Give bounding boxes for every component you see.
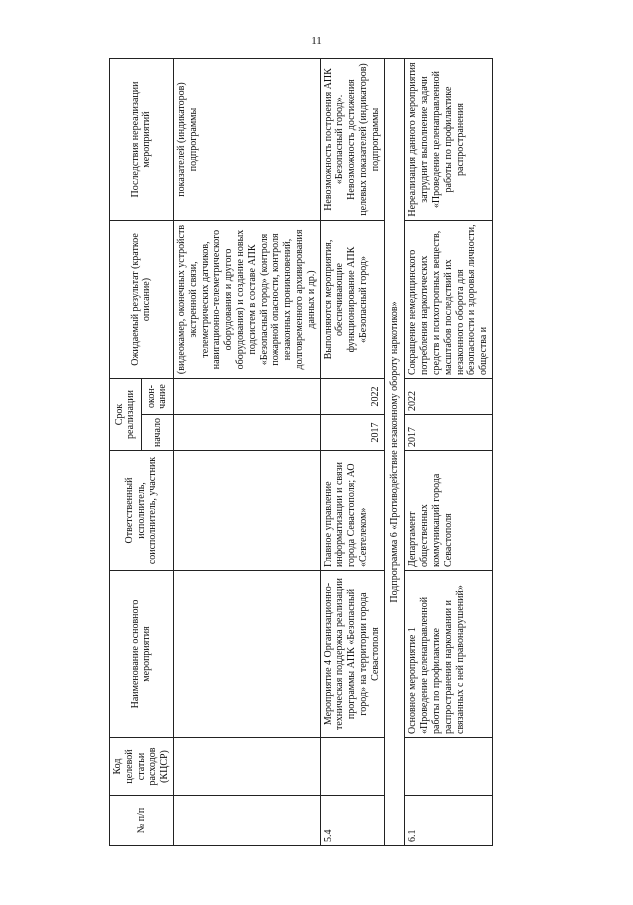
table-row <box>173 59 320 846</box>
header-code: Код целевой статьи расходов (КЦСР) <box>110 738 174 796</box>
header-row <box>110 59 142 846</box>
header-responsible: Ответственный исполнитель, соисполнитель, участник <box>110 451 174 571</box>
rotated-table-wrapper <box>109 59 561 846</box>
header-result: Ожидаемый результат (краткое описание) <box>110 221 174 379</box>
cell-start <box>173 415 320 451</box>
cell-num <box>173 796 320 846</box>
cell-code <box>173 738 320 796</box>
section-row <box>384 59 405 846</box>
header-start: начало <box>141 415 173 451</box>
cell-responsible <box>173 451 320 571</box>
cell-start: 2017 <box>320 415 384 451</box>
section-title: Подпрограмма 6 «Противодействие незаконному обороту наркотиков» <box>384 59 405 846</box>
cell-end: 2022 <box>405 379 493 415</box>
cell-code <box>405 738 493 796</box>
cell-start: 2017 <box>405 415 493 451</box>
cell-consequences: Невозможность построения АПК «Безопасный город». Невозможность достижения целевых показателей (индикаторов) подпрограммы <box>320 59 384 221</box>
table-row <box>320 59 384 846</box>
cell-code <box>320 738 384 796</box>
cell-result: Сокращение немедицинского потребления наркотических средств и психотропных веществ, масштабов последствий их незаконного оборота для безопасности и здоровья личности, общества и <box>405 221 493 379</box>
cell-num: 6.1 <box>405 796 493 846</box>
cell-result: (видеокамер, оконечных устройств экстренной связи, телеметрических датчиков, навигационно-телеметрического оборудования и другого оборудования) и создание новых подсистем в составе АПК «Безопасный город» (контроля пожарной опасности, контроля незаконных проникновений, долговременного архивирования данных и др.) <box>173 221 320 379</box>
cell-result: Выполняются мероприятия, обеспечивающие функционирование АПК «Безопасный город» <box>320 221 384 379</box>
header-term: Срок реализации <box>110 379 142 451</box>
header-end: окон-чание <box>141 379 173 415</box>
header-name: Наименование основного мероприятия <box>110 571 174 738</box>
cell-responsible: Главное управление информатизации и связи города Севастополя; АО «Севтелеком» <box>320 451 384 571</box>
cell-consequences: Нереализация данного мероприятия затруднит выполнение задачи «Проведение целенаправленной работы по профилактике распространения <box>405 59 493 221</box>
page-number: 11 <box>311 35 322 47</box>
cell-responsible: Департамент общественных коммуникаций города Севастополя <box>405 451 493 571</box>
cell-end: 2022 <box>320 379 384 415</box>
cell-name: Основное мероприятие 1 «Проведение целенаправленной работы по профилактике распространения наркомании и связанных с ней правонарушений» <box>405 571 493 738</box>
program-table <box>109 58 493 846</box>
cell-name <box>173 571 320 738</box>
header-num: № п/п <box>110 796 174 846</box>
header-consequences: Последствия нереализации мероприятий <box>110 59 174 221</box>
cell-end <box>173 379 320 415</box>
table-row <box>405 59 493 846</box>
cell-num: 5.4 <box>320 796 384 846</box>
cell-name: Мероприятие 4 Организационно-техническая поддержка реализации программы АПК «Безопасный город» на территории города Севастополя <box>320 571 384 738</box>
cell-consequences: показателей (индикаторов) подпрограммы <box>173 59 320 221</box>
